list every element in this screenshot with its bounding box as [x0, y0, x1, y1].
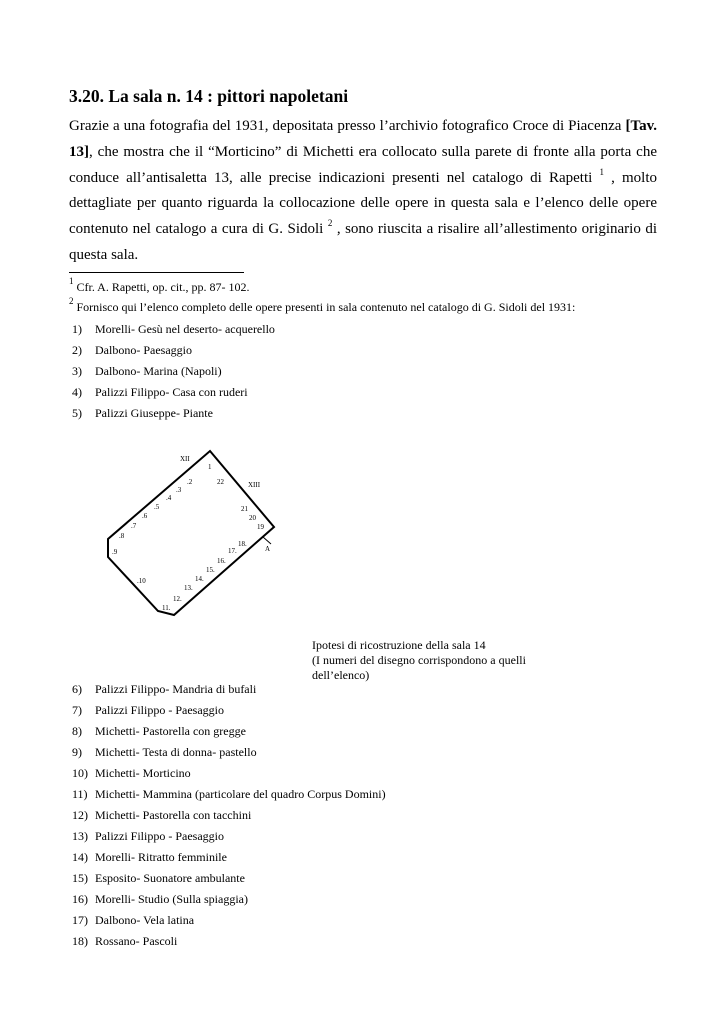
position-20: 20	[249, 514, 256, 522]
list-item	[72, 745, 257, 760]
caption-line: (I numeri del disegno corrispondono a quelli	[312, 653, 526, 667]
position-12: 12.	[173, 595, 182, 603]
position-11: 11.	[162, 604, 171, 612]
body-text-2: , che mostra che il “Morticino” di Michetti era collocato sulla parete di fronte alla porta che conduce all’antisaletta 13, alle precise indicazioni presenti nel catalogo di Rapetti	[69, 143, 657, 186]
list-item-text: Michetti- Mammina (particolare del quadro Corpus Domini)	[95, 787, 386, 801]
position-10: .10	[137, 577, 146, 585]
footnote-1-text: Cfr. A. Rapetti, op. cit., pp. 87- 102.	[73, 280, 250, 294]
position-22: 22	[217, 478, 224, 486]
position-8: .8	[119, 532, 125, 540]
list-item	[72, 787, 386, 802]
list-item	[72, 322, 275, 337]
list-item-number: 4)	[72, 385, 82, 399]
list-item-number: 6)	[72, 682, 82, 696]
footnote-2-text: Fornisco qui l’elenco completo delle opere presenti in sala contenuto nel catalogo di G. Sidoli del 1931:	[73, 300, 576, 314]
list-item	[72, 892, 248, 907]
list-item	[72, 766, 191, 781]
wall-label-xii: XII	[180, 455, 190, 463]
list-item-text: Palizzi Filippo - Paesaggio	[95, 703, 224, 717]
list-item-number: 18)	[72, 934, 88, 948]
footnote-marker-1[interactable]: 1	[599, 166, 604, 177]
list-item-text: Rossano- Pascoli	[95, 934, 178, 948]
position-13: 13.	[184, 584, 193, 592]
list-item-number: 3)	[72, 364, 82, 378]
caption-line: Ipotesi di ricostruzione della sala 14	[312, 638, 486, 652]
list-item-number: 10)	[72, 766, 88, 780]
body-text-4: , sono riuscita a risalire all’allestimento originario di questa sala.	[69, 221, 657, 263]
list-item	[72, 724, 246, 739]
position-15: 15.	[206, 566, 215, 574]
list-item-text: Dalbono- Marina (Napoli)	[95, 364, 222, 378]
list-item	[72, 406, 213, 421]
list-item-text: Palizzi Filippo- Casa con ruderi	[95, 385, 248, 399]
door-label-a: A	[265, 545, 271, 553]
list-item	[72, 808, 251, 823]
list-item-text: Morelli- Studio (Sulla spiaggia)	[95, 892, 248, 906]
list-item-text: Michetti- Testa di donna- pastello	[95, 745, 257, 759]
position-18: 18.	[238, 540, 247, 548]
position-14: 14.	[195, 575, 204, 583]
position-4: .4	[166, 494, 172, 502]
position-9: .9	[112, 548, 118, 556]
list-item-text: Michetti- Pastorella con tacchini	[95, 808, 252, 822]
section-heading: 3.20. La sala n. 14 : pittori napoletani	[69, 86, 349, 106]
list-item	[72, 913, 194, 928]
list-item-number: 16)	[72, 892, 88, 906]
wall-label-xiii: XIII	[248, 481, 261, 489]
diagram-caption	[312, 638, 526, 683]
list-item	[72, 364, 222, 379]
position-1: 1	[208, 463, 212, 471]
plate-reference: [Tav. 13]	[69, 118, 657, 160]
position-3: .3	[176, 486, 182, 494]
footnote-2-mark: 2	[69, 296, 74, 306]
list-item-text: Michetti- Pastorella con gregge	[95, 724, 246, 738]
position-21: 21	[241, 505, 248, 513]
list-item	[72, 343, 192, 358]
position-6: .6	[142, 512, 148, 520]
list-item-number: 8)	[72, 724, 82, 738]
list-item	[72, 829, 224, 844]
list-item-number: 9)	[72, 745, 82, 759]
list-item-number: 12)	[72, 808, 88, 822]
list-item-number: 2)	[72, 343, 82, 357]
body-text-1: Grazie a una fotografia del 1931, depositata presso l’archivio fotografico Croce di Piacenza	[69, 118, 626, 134]
list-item	[72, 850, 227, 865]
list-item-text: Palizzi Filippo- Mandria di bufali	[95, 682, 257, 696]
footnote-1	[69, 276, 250, 295]
body-paragraph	[69, 114, 657, 269]
list-item-text: Dalbono- Paesaggio	[95, 343, 192, 357]
position-19: 19	[257, 523, 264, 531]
list-item-number: 1)	[72, 322, 82, 336]
list-item-number: 14)	[72, 850, 88, 864]
list-item-number: 17)	[72, 913, 88, 927]
position-16: 16.	[217, 557, 226, 565]
footnote-marker-2[interactable]: 2	[327, 218, 333, 229]
list-item-text: Michetti- Morticino	[95, 766, 191, 780]
list-item-number: 5)	[72, 406, 82, 420]
caption-line: dell’elenco)	[312, 668, 370, 682]
list-item-text: Esposito- Suonatore ambulante	[95, 871, 245, 885]
list-item-text: Palizzi Giuseppe- Piante	[95, 406, 213, 420]
list-item-text: Palizzi Filippo - Paesaggio	[95, 829, 224, 843]
position-7: .7	[131, 522, 137, 530]
list-item-number: 15)	[72, 871, 88, 885]
list-item	[72, 871, 245, 886]
list-item	[72, 703, 224, 718]
list-item	[72, 934, 177, 949]
list-item	[72, 682, 256, 697]
position-2: .2	[187, 478, 193, 486]
list-item-number: 7)	[72, 703, 82, 717]
door-mark	[263, 537, 271, 544]
position-17: 17.	[228, 547, 237, 555]
position-5: .5	[154, 503, 160, 511]
footnote-2	[69, 296, 576, 315]
body-text-3: , molto dettagliate per quanto riguarda la collocazione delle opere in questa sala e l’elenco delle opere contenuto nel catalogo a cura di G. Sidoli	[69, 169, 657, 238]
room-floor-plan	[100, 445, 290, 625]
footnote-separator	[69, 272, 244, 273]
list-item-text: Morelli- Ritratto femminile	[95, 850, 227, 864]
list-item-text: Dalbono- Vela latina	[95, 913, 195, 927]
list-item-text: Morelli- Gesù nel deserto- acquerello	[95, 322, 275, 336]
list-item	[72, 385, 248, 400]
list-item-number: 11)	[72, 787, 88, 801]
footnote-1-mark: 1	[69, 276, 74, 286]
list-item-number: 13)	[72, 829, 88, 843]
